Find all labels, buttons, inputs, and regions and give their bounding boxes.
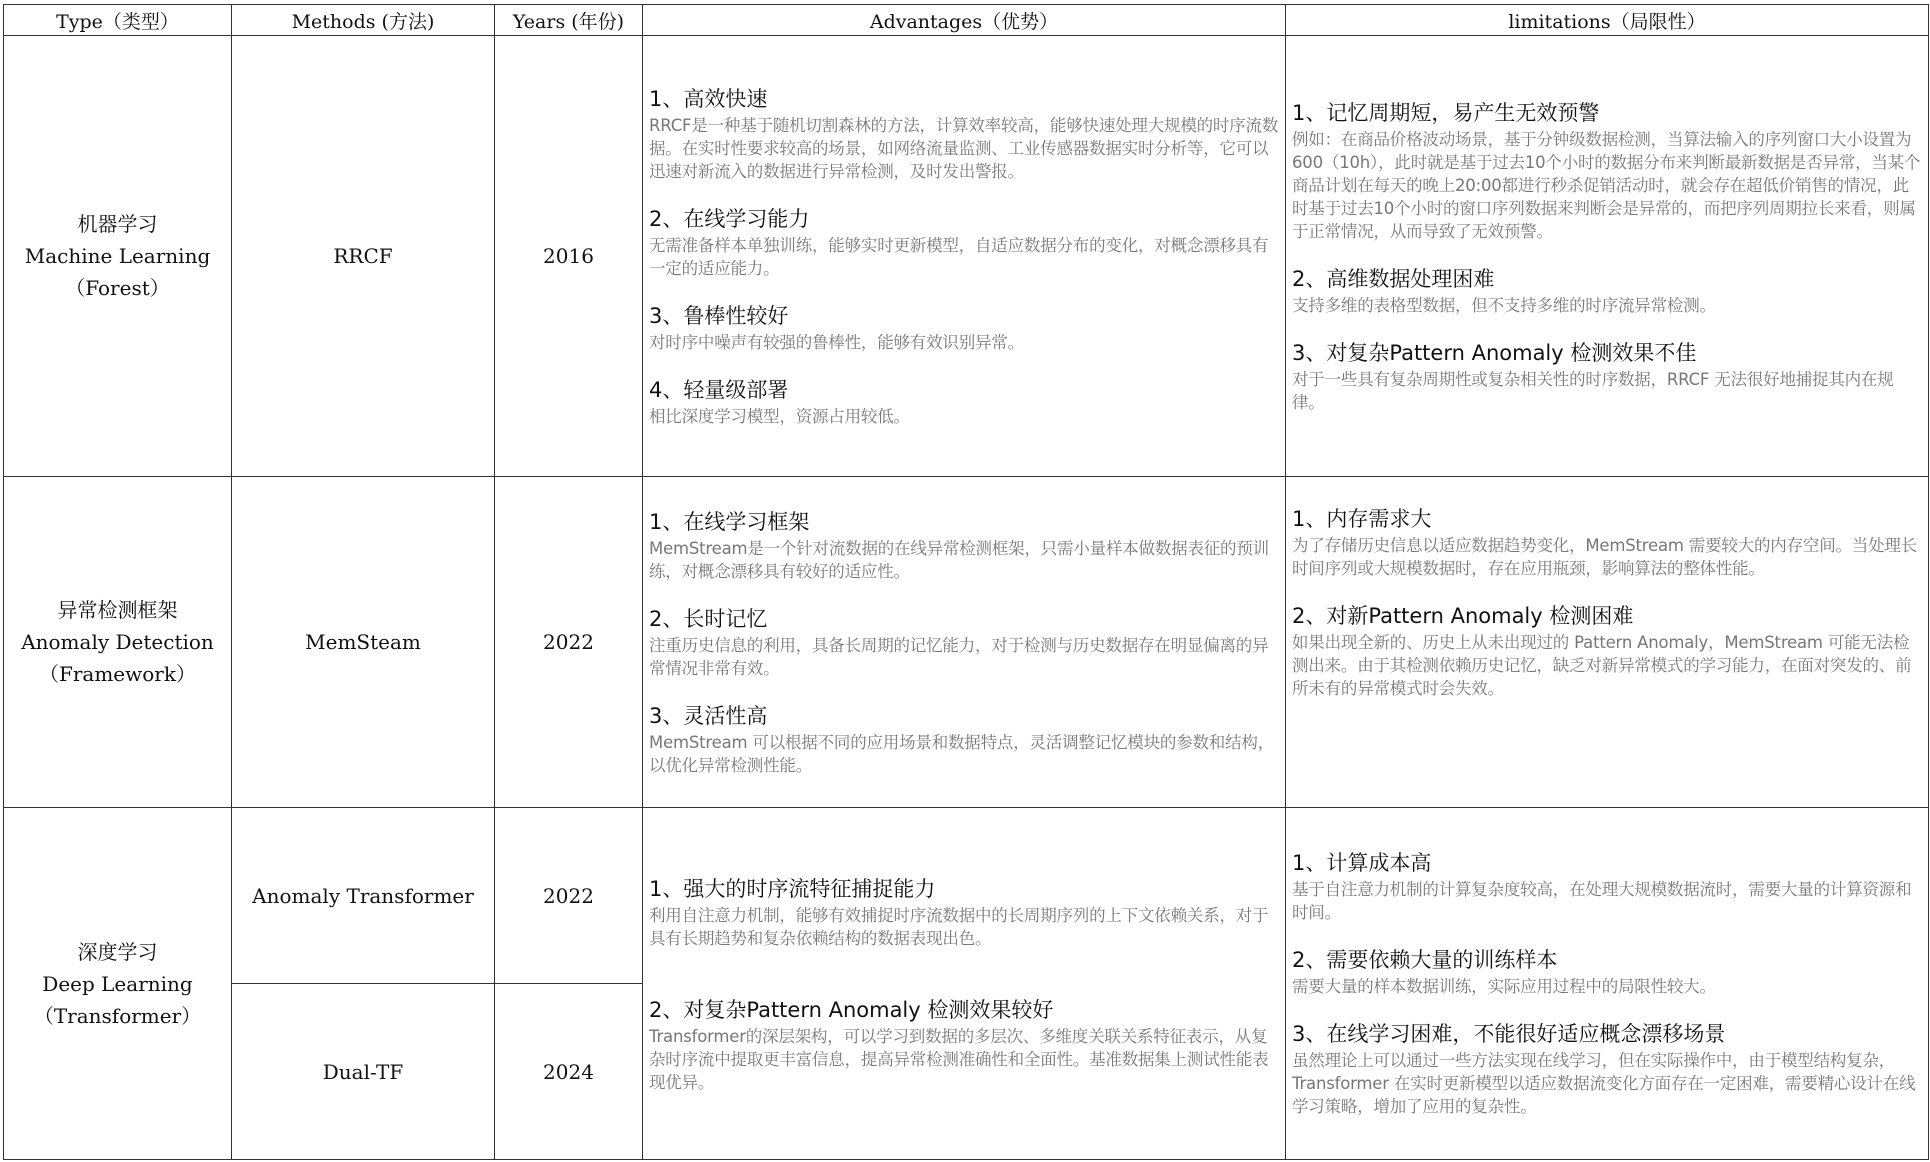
- item-body: 利用自注意力机制，能够有效捕捉时序流数据中的长周期序列的上下文依赖关系，对于具有长期趋势和复杂依赖结构的数据表现出色。: [649, 906, 1269, 948]
- item-body: 无需准备样本单独训练，能够实时更新模型，自适应数据分布的变化，对概念漂移具有一定的适应能力。: [649, 235, 1269, 278]
- header-row: [4, 5, 1929, 36]
- list-item: [1292, 1020, 1924, 1118]
- year-cell: 2022: [495, 477, 643, 808]
- list-item: [1292, 505, 1924, 580]
- item-title: 1、内存需求大: [1292, 507, 1432, 531]
- type-cell: [4, 477, 232, 808]
- advantages-cell: [643, 808, 1286, 1160]
- item-title: 2、在线学习能力: [649, 206, 810, 231]
- item-body: RRCF是一种基于随机切割森林的方法，计算效率较高，能够快速处理大规模的时序流数据。在实时性要求较高的场景，如网络流量监测、工业传感器数据实时分析等，它可以迅速对新流入的数据进行异常检测，及时发出警报。: [649, 115, 1279, 181]
- type-label-sub: （Forest）: [65, 276, 170, 300]
- item-body: MemStream 可以根据不同的应用场景和数据特点，灵活调整记忆模块的参数和结构，以优化异常检测性能。: [649, 732, 1275, 775]
- list-item: [649, 875, 1281, 950]
- item-body: 虽然理论上可以通过一些方法实现在线学习，但在实际操作中，由于模型结构复杂，Transformer 在实时更新模型以适应数据流变化方面存在一定困难，需要精心设计在线学习策略，增加了应用的复杂性。: [1292, 1051, 1916, 1116]
- list-item: [649, 702, 1281, 777]
- method-cell: Dual-TF: [232, 984, 495, 1160]
- year-cell: 2024: [495, 984, 643, 1160]
- list-item: [1292, 99, 1924, 243]
- item-title: 2、高维数据处理困难: [1292, 266, 1495, 291]
- type-label-en: Machine Learning: [24, 244, 211, 268]
- year-cell: 2016: [495, 36, 643, 477]
- list-item: [1292, 946, 1924, 998]
- item-body: 对于一些具有复杂周期性或复杂相关性的时序数据，RRCF 无法很好地捕捉其内在规律。: [1292, 369, 1894, 412]
- type-cell: [4, 808, 232, 1160]
- item-body: 支持多维的表格型数据，但不支持多维的时序流异常检测。: [1292, 295, 1716, 315]
- limitations-cell: [1286, 477, 1929, 808]
- item-title: 4、轻量级部署: [649, 377, 789, 402]
- item-body: MemStream是一个针对流数据的在线异常检测框架，只需小量样本做数据表征的预训练，对概念漂移具有较好的适应性。: [649, 538, 1269, 581]
- comparison-table: [3, 4, 1929, 1160]
- item-title: 1、在线学习框架: [649, 509, 810, 534]
- table-row: [4, 36, 1929, 477]
- list-item: [649, 605, 1281, 680]
- item-body: 相比深度学习模型，资源占用较低。: [649, 406, 910, 426]
- limitations-cell: [1286, 808, 1929, 1160]
- item-body: 基于自注意力机制的计算复杂度较高，在处理大规模数据流时，需要大量的计算资源和时间。: [1292, 880, 1912, 922]
- item-body: Transformer的深层架构，可以学习到数据的多层次、多维度关联关系特征表示，从复杂时序流中提取更丰富信息，提高异常检测准确性和全面性。基准数据集上测试性能表现优异。: [649, 1027, 1269, 1092]
- method-cell: RRCF: [232, 36, 495, 477]
- list-item: [649, 205, 1281, 280]
- header-type: Type（类型）: [4, 5, 232, 36]
- type-label-cn: 机器学习: [77, 212, 158, 236]
- item-title: 3、灵活性高: [649, 703, 768, 728]
- item-body: 对时序中噪声有较强的鲁棒性，能够有效识别异常。: [649, 332, 1024, 352]
- item-title: 1、计算成本高: [1292, 851, 1432, 875]
- advantages-cell: [643, 36, 1286, 477]
- type-label-sub: （Framework）: [38, 662, 196, 686]
- advantages-cell: [643, 477, 1286, 808]
- type-label-cn: 深度学习: [77, 939, 158, 964]
- year-cell: 2022: [495, 808, 643, 984]
- list-item: [649, 302, 1281, 354]
- list-item: [649, 508, 1281, 583]
- limitations-cell: [1286, 36, 1929, 477]
- header-methods: Methods (方法): [232, 5, 495, 36]
- item-title: 1、记忆周期短，易产生无效预警: [1292, 100, 1600, 125]
- item-body: 注重历史信息的利用，具备长周期的记忆能力，对于检测与历史数据存在明显偏离的异常情况非常有效。: [649, 635, 1269, 678]
- item-title: 2、需要依赖大量的训练样本: [1292, 948, 1558, 972]
- item-title: 3、在线学习困难，不能很好适应概念漂移场景: [1292, 1022, 1726, 1046]
- item-title: 1、高效快速: [649, 86, 768, 111]
- type-label-en: Anomaly Detection: [21, 630, 214, 654]
- list-item: [1292, 849, 1924, 924]
- method-cell: MemSteam: [232, 477, 495, 808]
- item-title: 2、长时记忆: [649, 606, 768, 631]
- table-row: [4, 477, 1929, 808]
- item-body: 例如：在商品价格波动场景，基于分钟级数据检测，当算法输入的序列窗口大小设置为600（10h），此时就是基于过去10个小时的数据分布来判断最新数据是否异常，当某个商品计划在每天的晚上20:00都进行秒杀促销活动时，就会存在超低价销售的情况，此时基于过去10个小时的窗口序列数据来判断会是异常的，而把序列周期拉长来看，则属于正常情况，从而导致了无效预警。: [1292, 129, 1921, 241]
- table-row: [4, 808, 1929, 984]
- item-title: 1、强大的时序流特征捕捉能力: [649, 877, 936, 901]
- method-cell: Anomaly Transformer: [232, 808, 495, 984]
- type-label-cn: 异常检测框架: [57, 598, 178, 622]
- item-title: 2、对新Pattern Anomaly 检测困难: [1292, 604, 1634, 628]
- list-item: [1292, 602, 1924, 700]
- item-title: 2、对复杂Pattern Anomaly 检测效果较好: [649, 998, 1054, 1022]
- list-item: [1292, 265, 1924, 317]
- type-label-sub: （Transformer）: [33, 1003, 202, 1028]
- header-years: Years (年份): [495, 5, 643, 36]
- type-label-en: Deep Learning: [42, 971, 193, 996]
- list-item: [649, 996, 1281, 1094]
- item-title: 3、对复杂Pattern Anomaly 检测效果不佳: [1292, 340, 1697, 365]
- item-body: 为了存储历史信息以适应数据趋势变化，MemStream 需要较大的内存空间。当处理长时间序列或大规模数据时，存在应用瓶颈，影响算法的整体性能。: [1292, 536, 1918, 578]
- item-body: 如果出现全新的、历史上从未出现过的 Pattern Anomaly，MemStream 可能无法检测出来。由于其检测依赖历史记忆，缺乏对新异常模式的学习能力，在面对突发的、前所未有的异常模式时会失效。: [1292, 633, 1912, 698]
- header-advantages: Advantages（优势）: [643, 5, 1286, 36]
- item-body: 需要大量的样本数据训练，实际应用过程中的局限性较大。: [1292, 977, 1716, 996]
- list-item: [649, 376, 1281, 428]
- header-limitations: limitations（局限性）: [1286, 5, 1929, 36]
- list-item: [649, 85, 1281, 183]
- type-cell: [4, 36, 232, 477]
- list-item: [1292, 339, 1924, 414]
- item-title: 3、鲁棒性较好: [649, 303, 789, 328]
